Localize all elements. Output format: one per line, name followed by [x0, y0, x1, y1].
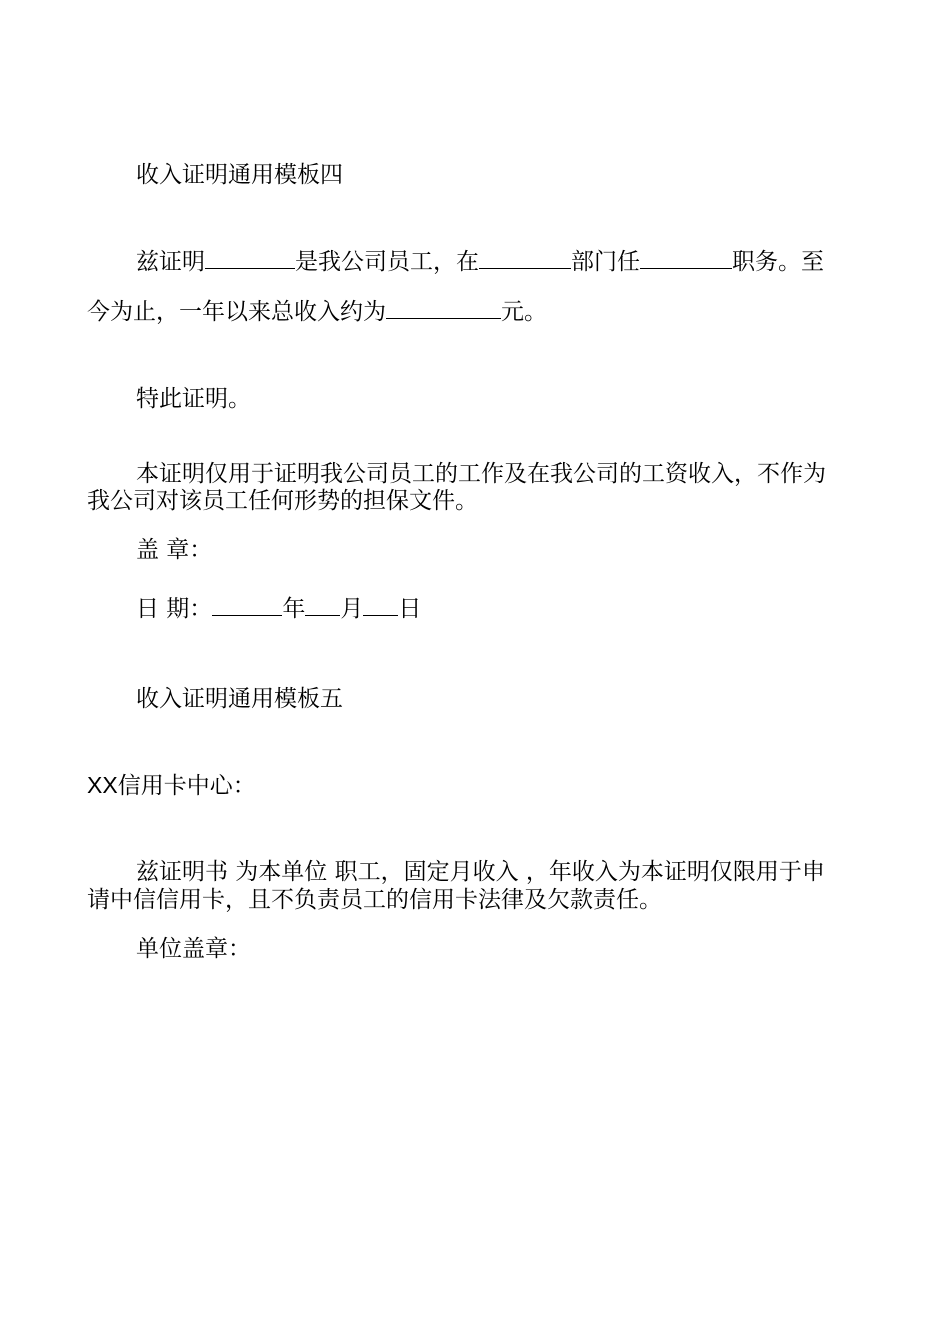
day-blank — [363, 593, 398, 616]
department-blank — [479, 246, 571, 269]
text-segment: 职务。至 — [732, 249, 824, 275]
template5-recipient — [87, 770, 256, 801]
template5-seal-label: 单位盖章： — [136, 936, 251, 962]
text-segment: 兹证明 — [136, 249, 205, 275]
template5-title: 收入证明通用模板五 — [136, 686, 343, 712]
text-segment: 元。 — [501, 299, 547, 325]
template4-paragraph3-line1: 本证明仅用于证明我公司员工的工作及在我公司的工资收入，不作为 — [136, 461, 826, 487]
text-segment: 今为止，一年以来总收入约为 — [87, 299, 386, 325]
template4-paragraph1-line2 — [87, 296, 547, 327]
template5-paragraph1-line1: 兹证明书 为本单位 职工，固定月收入 ，年收入为本证明仅限用于申 — [136, 859, 825, 885]
template4-paragraph1-line1 — [136, 246, 824, 277]
template4-date-line — [136, 593, 421, 624]
position-blank — [640, 246, 732, 269]
year-label: 年 — [282, 596, 306, 622]
template4-paragraph3-line2: 我公司对该员工任何形势的担保文件。 — [87, 488, 478, 514]
template5-paragraph1-line2: 请中信信用卡，且不负责员工的信用卡法律及欠款责任。 — [87, 887, 662, 913]
text-segment: 是我公司员工，在 — [295, 249, 479, 275]
date-label: 日 期： — [136, 596, 213, 622]
text-segment: 部门任 — [571, 249, 640, 275]
template4-title: 收入证明通用模板四 — [136, 162, 343, 188]
recipient-prefix: XX — [87, 772, 118, 798]
month-blank — [305, 593, 340, 616]
recipient-name: 信用卡中心： — [117, 773, 256, 799]
month-label: 月 — [340, 596, 364, 622]
year-blank — [212, 593, 282, 616]
income-blank — [386, 296, 501, 319]
template4-paragraph2: 特此证明。 — [136, 386, 251, 412]
day-label: 日 — [398, 596, 422, 622]
name-blank — [205, 246, 295, 269]
template4-seal-label: 盖 章： — [136, 537, 213, 563]
